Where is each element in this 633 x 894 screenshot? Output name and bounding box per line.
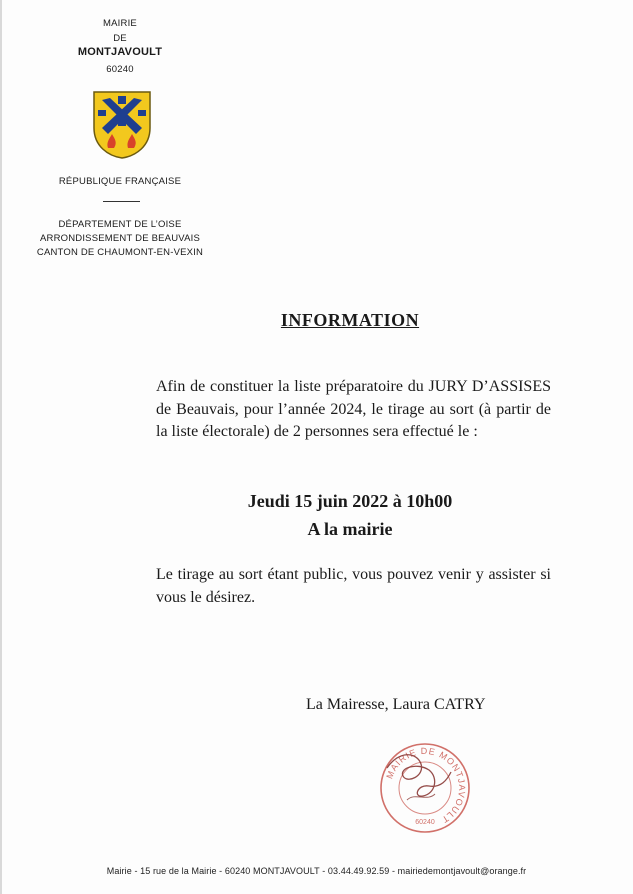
letterhead-department: DÉPARTEMENT DE L’OISE: [58, 219, 182, 230]
letterhead-de: DE: [113, 33, 127, 44]
footer-contact: Mairie - 15 rue de la Mairie - 60240 MONTJAVOULT - 03.44.49.92.59 - mairiedemontjavoult@orange.fr: [106, 866, 527, 876]
notice-paragraph-2: Le tirage au sort étant public, vous pouvez venir y assister si vous le désirez.: [156, 566, 551, 606]
stamp-text: MAIRIE DE MONTJAVOULT: [384, 745, 468, 826]
notice-paragraph-1: Afin de constituer la liste préparatoire du JURY D’ASSISES de Beauvais, pour l’année 2024, le tirage au sort (à partir de la liste électorale) de 2 personnes sera effectué le :: [156, 378, 551, 440]
page-edge: [0, 0, 2, 894]
signature-name: La Mairesse, Laura CATRY: [306, 696, 486, 713]
letterhead-postcode: 60240: [106, 64, 134, 75]
letterhead-arrondissement: ARRONDISSEMENT DE BEAUVAIS: [39, 233, 201, 244]
mayor-stamp-icon: [377, 740, 473, 836]
letterhead-mairie: MAIRIE: [103, 18, 137, 29]
letterhead-canton: CANTON DE CHAUMONT-EN-VEXIN: [36, 247, 204, 258]
notice-date: Jeudi 15 juin 2022 à 10h00: [247, 491, 453, 511]
letterhead-republic: RÉPUBLIQUE FRANÇAISE: [58, 176, 182, 187]
letterhead-town: MONTJAVOULT: [77, 46, 163, 58]
stamp-postcode: 60240: [415, 819, 435, 826]
crest-icon: [92, 90, 152, 160]
notice-place: A la mairie: [307, 519, 393, 539]
letterhead-divider: [103, 201, 140, 202]
notice-title: INFORMATION: [280, 310, 420, 330]
